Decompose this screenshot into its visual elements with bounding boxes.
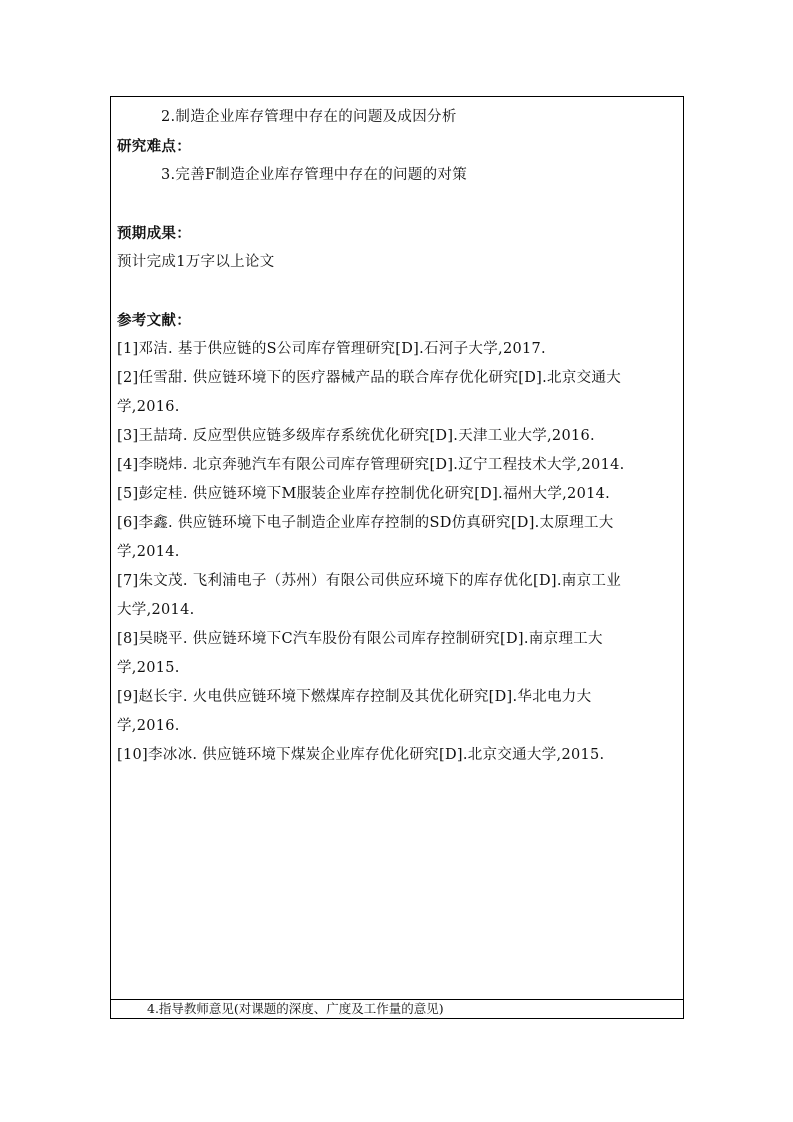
references-list: [117, 335, 673, 770]
reference-line: [7]朱文茂. 飞利浦电子（苏州）有限公司供应环境下的库存优化[D].南京工业: [117, 573, 622, 589]
reference-line: [5]彭定桂. 供应链环境下M服装企业库存控制优化研究[D].福州大学,2014.: [117, 486, 611, 502]
expected-results-heading: 预期成果：: [117, 225, 191, 242]
reference-line: [8]吴晓平. 供应链环境下C汽车股份有限公司库存控制研究[D].南京理工大: [117, 631, 603, 647]
reference-line: [2]任雪甜. 供应链环境下的医疗器械产品的联合库存优化研究[D].北京交通大: [117, 370, 622, 386]
form-table-frame: [110, 96, 684, 1019]
content-cell: [117, 103, 673, 770]
references-heading: 参考文献：: [117, 312, 191, 329]
reference-line: 大学,2014.: [117, 602, 195, 618]
reference-line: [6]李鑫. 供应链环境下电子制造企业库存控制的SD仿真研究[D].太原理工大: [117, 515, 614, 531]
spacer: [117, 190, 673, 219]
research-point-2: 2.制造企业库存管理中存在的问题及成因分析: [161, 109, 457, 125]
advisor-opinion-label: 4.指导教师意见(对课题的深度、广度及工作量的意见): [147, 1001, 444, 1016]
reference-line: [1]邓洁. 基于供应链的S公司库存管理研究[D].石河子大学,2017.: [117, 341, 546, 357]
research-point-3: 3.完善F制造企业库存管理中存在的问题的对策: [161, 167, 467, 183]
reference-line: 学,2016.: [117, 399, 180, 415]
reference-line: [9]赵长宇. 火电供应链环境下燃煤库存控制及其优化研究[D].华北电力大: [117, 689, 592, 705]
reference-line: 学,2014.: [117, 544, 180, 560]
reference-line: [10]李冰冰. 供应链环境下煤炭企业库存优化研究[D].北京交通大学,2015.: [117, 747, 605, 763]
reference-line: [4]李晓炜. 北京奔驰汽车有限公司库存管理研究[D].辽宁工程技术大学,2014.: [117, 457, 625, 473]
spacer: [117, 277, 673, 306]
reference-line: 学,2016.: [117, 718, 180, 734]
difficulty-heading: 研究难点：: [117, 138, 191, 155]
row-divider: [111, 999, 683, 1000]
expected-results-text: 预计完成1万字以上论文: [117, 254, 275, 270]
reference-line: [3]王喆琦. 反应型供应链多级库存系统优化研究[D].天津工业大学,2016.: [117, 428, 595, 444]
reference-line: 学,2015.: [117, 660, 180, 676]
